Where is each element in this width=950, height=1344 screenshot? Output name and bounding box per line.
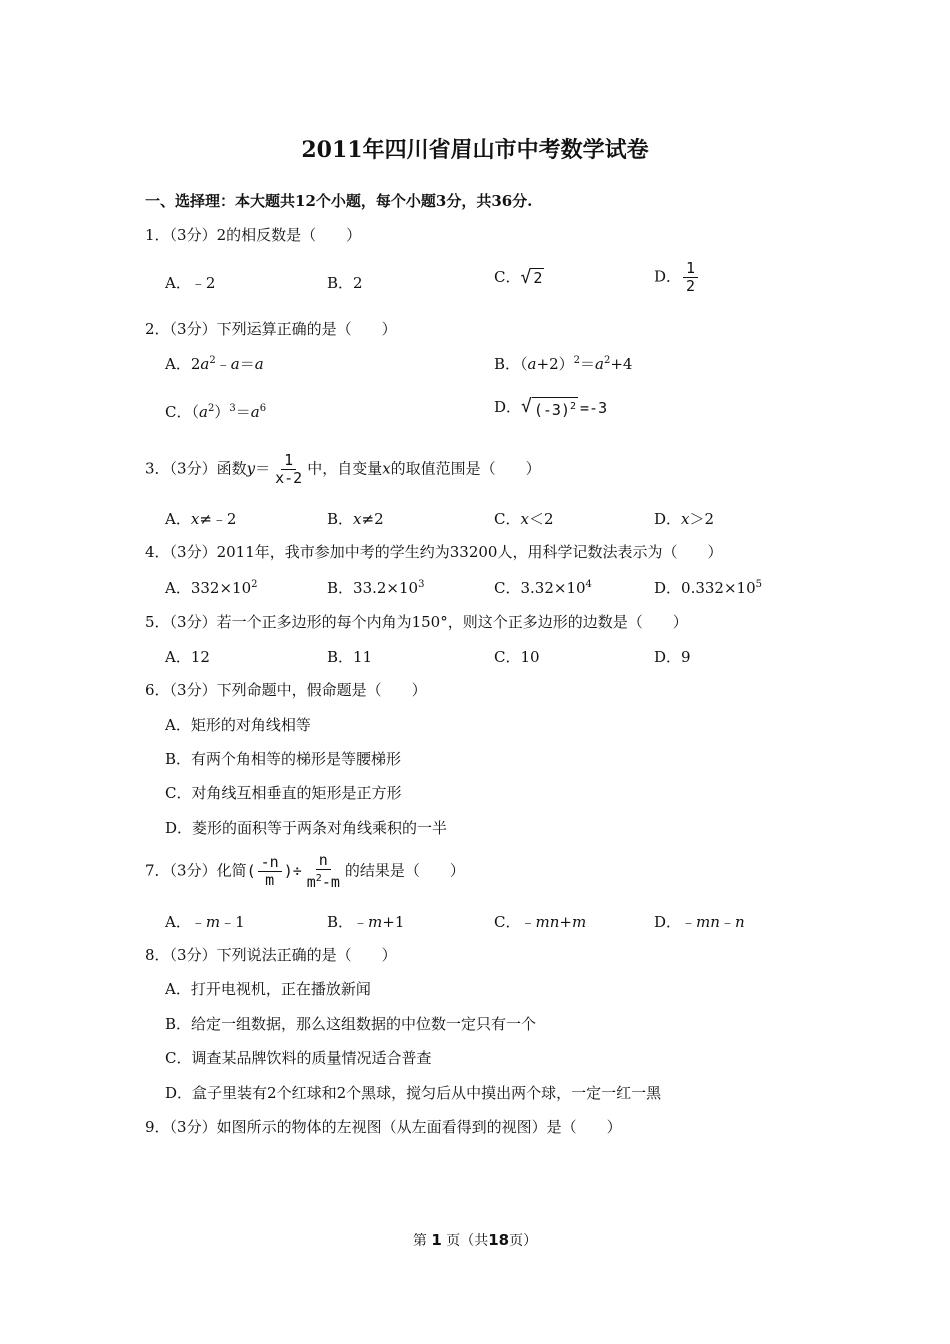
q4-option-b: B．$33.2\times 10^3$ xyxy=(327,579,425,597)
q6-option-d: D．菱形的面积等于两条对角线乘积的一半 xyxy=(165,819,448,837)
q5-option-d: D．9 xyxy=(654,648,691,666)
total-pages: 18 xyxy=(488,1231,510,1249)
section-heading: 一、选择理：本大题共12个小题，每个小题3分，共36分. xyxy=(145,192,533,210)
question-9: 9．（3分）如图所示的物体的左视图（从左面看得到的视图）是（ ） xyxy=(145,1118,622,1136)
q5-option-c: C．10 xyxy=(494,648,540,666)
q3-option-a: A．x≠﹣2 xyxy=(165,510,237,528)
q3-option-d: D．x＞2 xyxy=(654,510,715,528)
q8-option-c: C．调查某品牌饮料的质量情况适合普查 xyxy=(165,1049,432,1067)
question-8: 8．（3分）下列说法正确的是（ ） xyxy=(145,946,397,964)
q4-option-c: C．$3.32\times 10^4$ xyxy=(494,579,592,597)
q2-option-b: B．$(a+2)^2=a^2+4$ xyxy=(494,355,633,373)
q6-option-b: B．有两个角相等的梯形是等腰梯形 xyxy=(165,750,402,768)
q1-option-a: A．﹣2 xyxy=(165,274,216,292)
q2-option-c: C．$(a^2)^3=a^6$ xyxy=(165,403,267,421)
q8-option-a: A．打开电视机，正在播放新闻 xyxy=(165,980,371,998)
q1-option-b: B．2 xyxy=(327,274,363,292)
question-2: 2．（3分）下列运算正确的是（ ） xyxy=(145,320,397,338)
expression-image: ( $\frac{-n}{m}$ )÷ $\frac{n}{m^2-m}$ xyxy=(246,851,340,891)
q5-option-a: A．12 xyxy=(165,648,210,666)
q4-option-a: A．$332\times 10^2$ xyxy=(165,579,258,597)
page-number: 1 xyxy=(431,1231,442,1249)
page-footer: 第 1 页（共18页） xyxy=(412,1231,538,1249)
q5-option-b: B．11 xyxy=(327,648,373,666)
page-title: 2011年四川省眉山市中考数学试卷 xyxy=(301,137,649,163)
fraction-one-half-image: $\frac{1}{2}$ xyxy=(683,260,698,295)
q3-option-c: C．x＜2 xyxy=(494,510,554,528)
q6-option-c: C．对角线互相垂直的矩形是正方形 xyxy=(165,784,402,802)
q4-option-d: D．$0.332\times 10^5$ xyxy=(654,579,762,597)
q1-option-d: D． $\frac{1}{2}$ xyxy=(654,260,700,295)
q2-option-d: D． √ $(-3)^2$ =-3 xyxy=(494,396,608,419)
question-5: 5．（3分）若一个正多边形的每个内角为150°，则这个正多边形的边数是（ ） xyxy=(145,613,688,631)
q8-option-b: B．给定一组数据，那么这组数据的中位数一定只有一个 xyxy=(165,1015,537,1033)
question-4: 4．（3分）2011年，我市参加中考的学生约为33200人，用科学记数法表示为（ ） xyxy=(145,543,723,561)
question-6: 6．（3分）下列命题中，假命题是（ ） xyxy=(145,681,427,699)
q7-option-b: B．﹣m+1 xyxy=(327,913,405,931)
sqrt-2-image: √ 2 xyxy=(520,267,543,288)
q8-option-d: D．盒子里装有2个红球和2个黑球，搅匀后从中摸出两个球，一定一红一黑 xyxy=(165,1084,662,1102)
q6-option-a: A．矩形的对角线相等 xyxy=(165,716,311,734)
fraction-1-over-x-minus-2-image: $\frac{1}{x-2}$ xyxy=(275,451,303,487)
question-1: 1．（3分）2的相反数是（ ） xyxy=(145,226,362,244)
q1-option-c: C． √ 2 xyxy=(494,267,543,288)
q7-option-a: A．﹣m﹣1 xyxy=(165,913,245,931)
q2-option-a: A．$2a^2﹣a=a$ xyxy=(165,355,264,373)
sqrt-expression-image: √ $(-3)^2$ xyxy=(521,396,577,419)
q3-option-b: B．x≠2 xyxy=(327,510,384,528)
question-7: 7．（3分）化简( $\frac{-n}{m}$ )÷ $\frac{n}{m^2-m}$ 的结果是（ ） xyxy=(145,851,465,891)
q7-option-c: C．﹣mn+m xyxy=(494,913,587,931)
q7-option-d: D．﹣mn﹣n xyxy=(654,913,745,931)
question-3: 3．（3分）函数y＝ $\frac{1}{x-2}$ 中，自变量x的取值范围是（ ） xyxy=(145,451,541,487)
